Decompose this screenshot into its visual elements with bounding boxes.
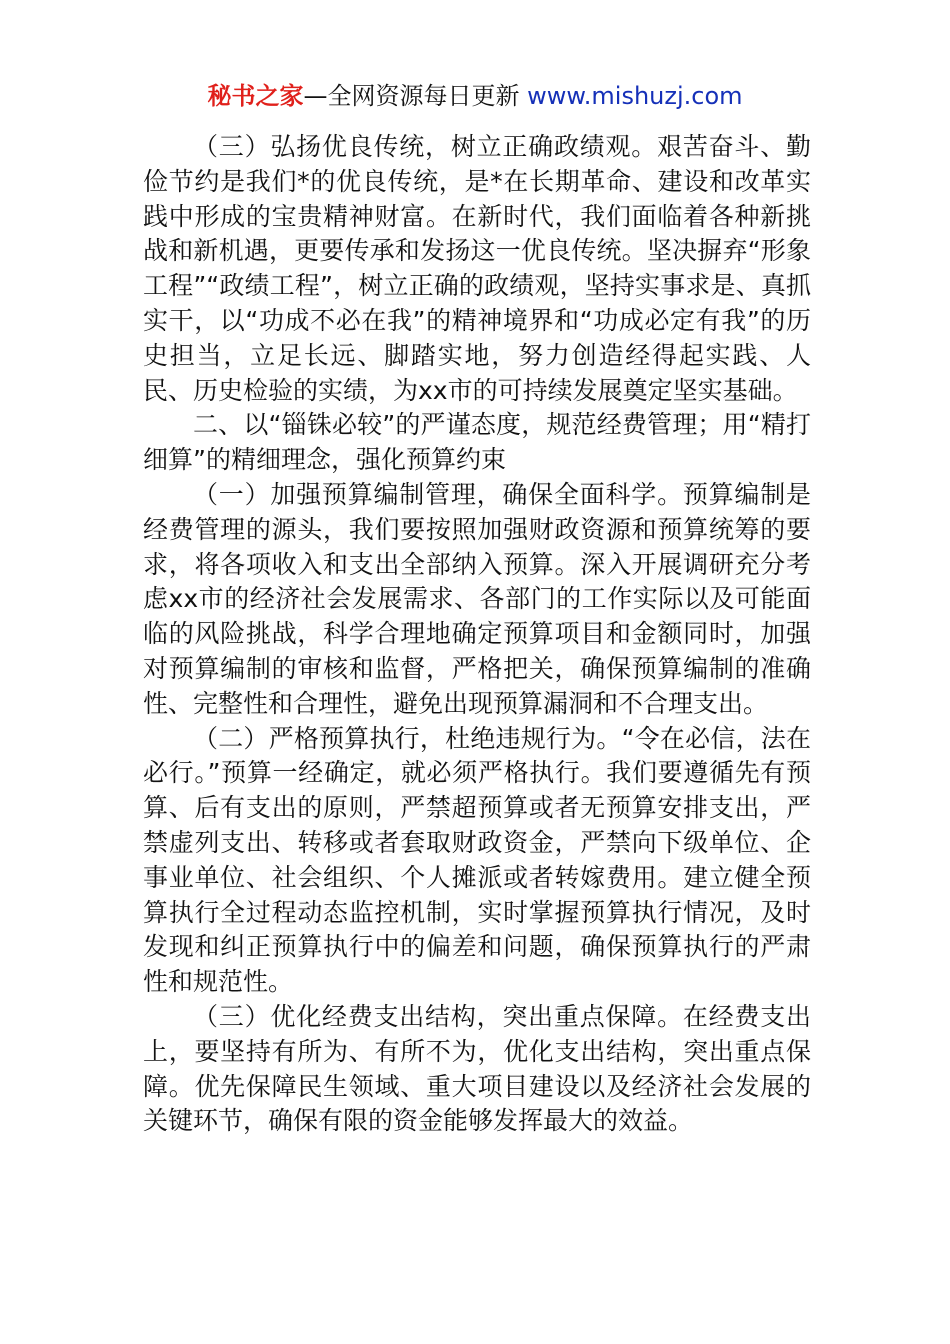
paragraph-expenditure-structure: （三）优化经费支出结构，突出重点保障。在经费支出上，要坚持有所为、有所不为，优化支出结构，突出重点保障。优先保障民生领域、重大项目建设以及经济社会发展的关键环节，确保有限的资金能够发挥最大的效益。 bbox=[143, 1001, 811, 1136]
site-url-link[interactable]: www.mishuzj.com bbox=[527, 82, 743, 110]
paragraph-budget-execution: （二）严格预算执行，杜绝违规行为。“令在必信，法在必行。”预算一经确定，就必须严格执行。我们要遵循先有预算、后有支出的原则，严禁超预算或者无预算安排支出，严禁虚列支出、转移或者套取财政资金，严禁向下级单位、企事业单位、社会组织、个人摊派或者转嫁费用。建立健全预算执行全过程动态监控机制，实时掌握预算执行情况，及时发现和纠正预算执行中的偏差和问题，确保预算执行的严肃性和规范性。 bbox=[143, 723, 811, 997]
paragraph-promote-traditions: （三）弘扬优良传统，树立正确政绩观。艰苦奋斗、勤俭节约是我们*的优良传统，是*在长期革命、建设和改革实践中形成的宝贵精神财富。在新时代，我们面临着各种新挑战和新机遇，更要传承和发扬这一优良传统。坚决摒弃“形象工程”“政绩工程”，树立正确的政绩观，坚持实事求是、真抓实干，以“功成不必在我”的精神境界和“功成必定有我”的历史担当，立足长远、脚踏实地，努力创造经得起实践、人民、历史检验的实绩，为xx市的可持续发展奠定坚实基础。 bbox=[143, 132, 811, 405]
page-header bbox=[0, 78, 950, 114]
paragraph-budget-preparation: （一）加强预算编制管理，确保全面科学。预算编制是经费管理的源头，我们要按照加强财政资源和预算统筹的要求，将各项收入和支出全部纳入预算。深入开展调研充分考虑xx市的经济社会发展需求、各部门的工作实际以及可能面临的风险挑战，科学合理地确定预算项目和金额同时，加强对预算编制的审核和监督，严格把关，确保预算编制的准确性、完整性和合理性，避免出现预算漏洞和不合理支出。 bbox=[143, 479, 811, 718]
section-heading-fund-management: 二、以“锱铢必较”的严谨态度，规范经费管理；用“精打细算”的精细理念，强化预算约束 bbox=[143, 410, 811, 475]
header-tagline: —全网资源每日更新 bbox=[303, 82, 520, 110]
document-body bbox=[143, 130, 811, 1139]
brand-name: 秘书之家 bbox=[207, 82, 304, 110]
